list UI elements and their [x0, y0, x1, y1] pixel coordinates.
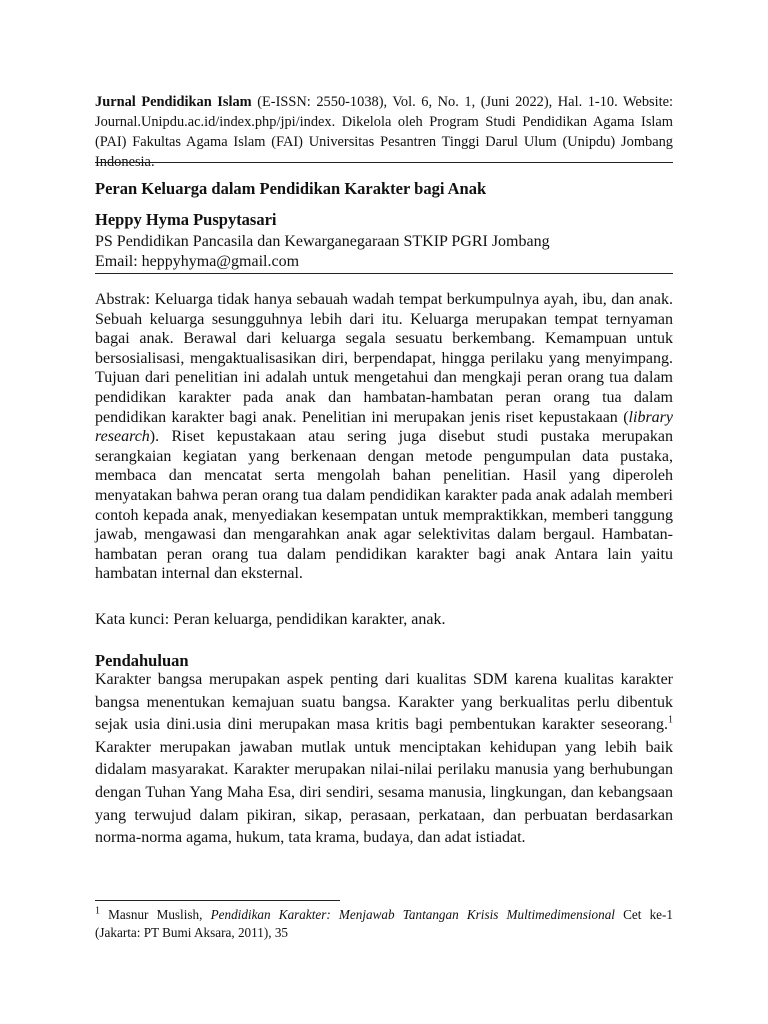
journal-info: (E-ISSN: 2550-1038), Vol. 6, No. 1, (Juni 2022), Hal. 1-10. Website: Journal.Unipdu.ac.id/index.php/jpi/index. Dikelola oleh Program Studi Pendidikan Agama Islam (PAI) Fakultas Agama Islam (FAI) Universitas Pesantren Tinggi Darul Ulum (Unipdu) Jombang Indonesia.: [95, 94, 673, 170]
intro-text-start: Karakter bangsa merupakan aspek penting dari kualitas SDM karena kualitas karakter bangsa menentukan kemajuan suatu bangsa. Karakter yang berkualitas perlu dibentuk sejak usia dini.usia dini merupakan masa kritis bagi pembentukan karakter seseorang.: [95, 671, 673, 734]
footnote-number: 1: [95, 905, 100, 917]
abstract-divider: [95, 273, 673, 274]
intro-text-end: Karakter merupakan jawaban mutlak untuk menciptakan kehidupan yang lebih baik didalam masyarakat. Karakter merupakan nilai-nilai perilaku manusia yang berhubungan dengan Tuhan Yang Maha Esa, diri sendiri, sesama manusia, lingkungan, dan kebangsaan yang terwujud dalam pikiran, sikap, perasaan, perkataan, dan perbuatan berdasarkan norma-norma agama, hukum, tata krama, budaya, dan adat istiadat.: [95, 738, 673, 847]
footnote-publication: Cet ke-1 (Jakarta: PT Bumi Aksara, 2011), 35: [95, 907, 674, 940]
abstract-italic-term: library research: [95, 408, 673, 446]
article-title: Peran Keluarga dalam Pendidikan Karakter bagi Anak: [95, 179, 487, 198]
header-divider: [95, 162, 673, 163]
author-affiliation: PS Pendidikan Pancasila dan Kewarganegaraan STKIP PGRI Jombang: [95, 233, 550, 250]
footnote: [95, 906, 673, 942]
footnote-divider: [95, 900, 340, 901]
abstract: [95, 290, 673, 584]
footnote-author: Masnur Muslish,: [100, 907, 211, 922]
keywords: Kata kunci: Peran keluarga, pendidikan karakter, anak.: [95, 611, 446, 628]
footnote-book-title: Pendidikan Karakter: Menjawab Tantangan Krisis Multimedimensional: [210, 907, 615, 922]
abstract-text-start: Abstrak: Keluarga tidak hanya sebauah wadah tempat berkumpulnya ayah, ibu, dan anak. Sebuah keluarga sesungguhnya lebih dari itu. Keluarga merupakan tempat ternyaman bagai anak. Berawal dari keluarga segala sesuatu berkembang. Kemampuan untuk bersosialisasi, mengaktualisasikan diri, berpendapat, hingga perilaku yang menyimpang. Tujuan dari penelitian ini adalah untuk mengetahui dan mengkaji peran orang tua dalam pendidikan karakter pada anak dan hambatan-hambatan peran orang tua dalam pendidikan karakter bagi anak. Penelitian ini merupakan jenis riset kepustakaan (: [95, 291, 673, 426]
journal-name: Jurnal Pendidikan Islam: [95, 94, 252, 110]
section-heading-intro: Pendahuluan: [95, 651, 189, 670]
footnote-reference[interactable]: 1: [668, 714, 673, 726]
author-email: Email: heppyhyma@gmail.com: [95, 253, 300, 270]
journal-header: [95, 92, 673, 172]
intro-paragraph: [95, 669, 673, 850]
abstract-text-end: ). Riset kepustakaan atau sering juga disebut studi pustaka merupakan serangkaian kegiatan yang berkenaan dengan metode pengumpulan data pustaka, membaca dan mencatat serta mengolah bahan penelitian. Hasil yang diperoleh menyatakan bahwa peran orang tua dalam pendidikan karakter pada anak adalah memberi contoh kepada anak, menyediakan kesempatan untuk mempraktikkan, memberi tanggung jawab, mengawasi dan mengarahkan anak agar selektivitas dalam bergaul. Hambatan-hambatan peran orang tua dalam pendidikan karakter bagi anak Antara lain yaitu hambatan internal dan eksternal.: [95, 428, 673, 583]
author-name: Heppy Hyma Puspytasari: [95, 210, 277, 229]
